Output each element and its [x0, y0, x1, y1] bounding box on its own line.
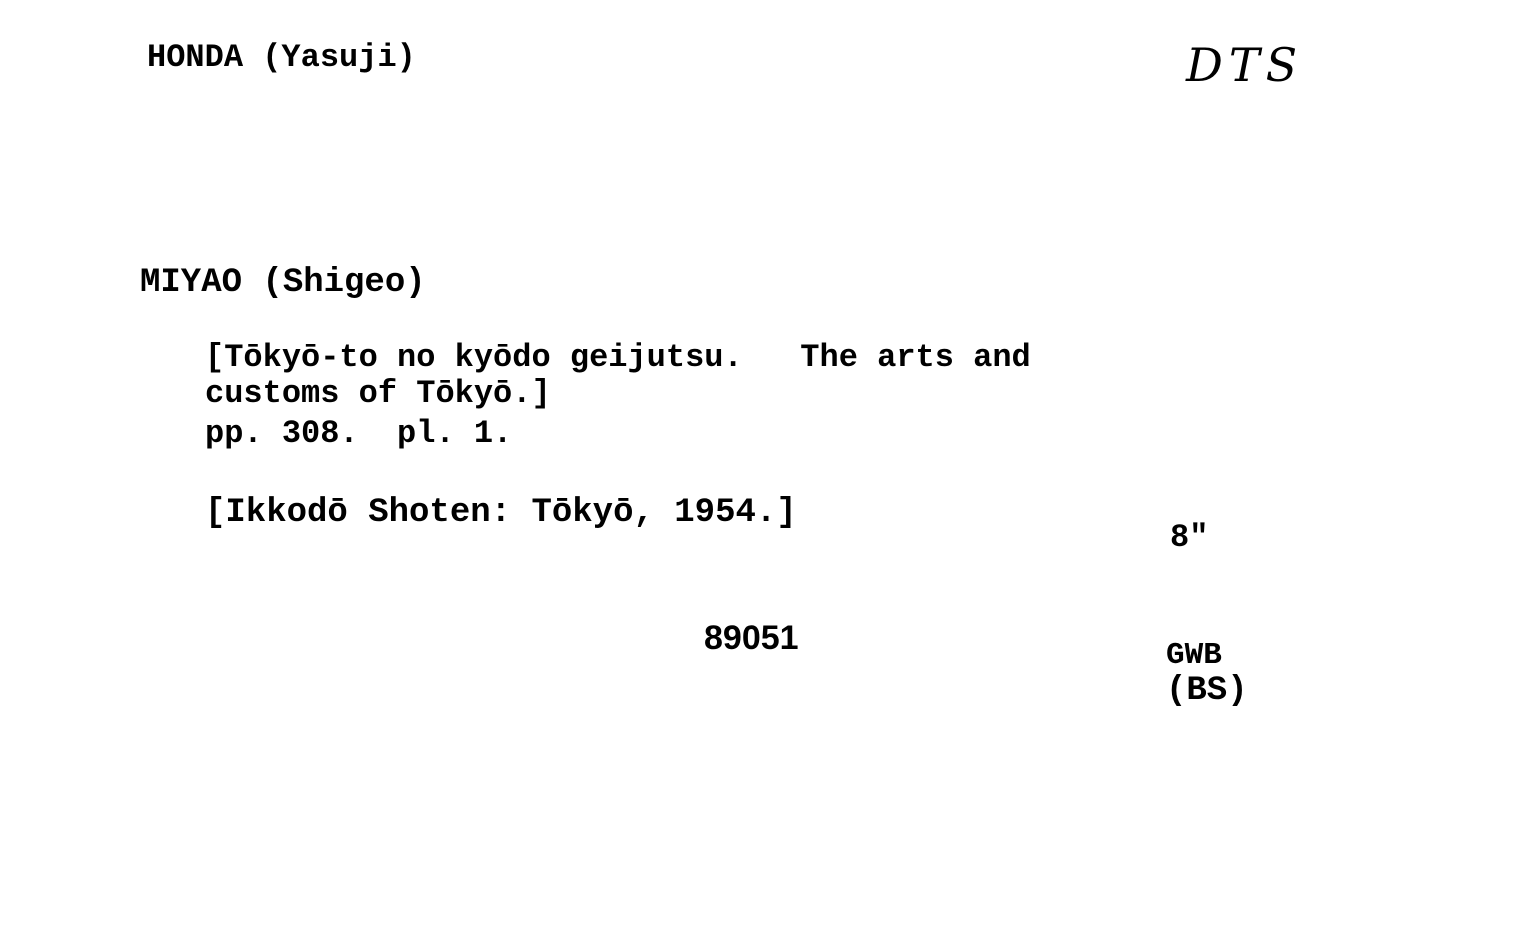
author-heading: MIYAO (Shigeo): [140, 264, 426, 302]
department-code: (BS): [1166, 672, 1248, 710]
imprint: [Ikkodō Shoten: Tōkyō, 1954.]: [205, 494, 797, 532]
collation: pp. 308. pl. 1.: [205, 415, 513, 452]
size-note: 8": [1170, 519, 1209, 556]
heading-honda: HONDA (Yasuji): [147, 39, 416, 76]
cataloguer-initials: GWB: [1166, 638, 1222, 673]
handwritten-mark: DTS: [1186, 38, 1304, 92]
title-line-1: [Tōkyō-to no kyōdo geijutsu. The arts and: [205, 339, 1031, 376]
title-line-2: customs of Tōkyō.]: [205, 375, 551, 412]
accession-number: 89051: [704, 619, 799, 657]
